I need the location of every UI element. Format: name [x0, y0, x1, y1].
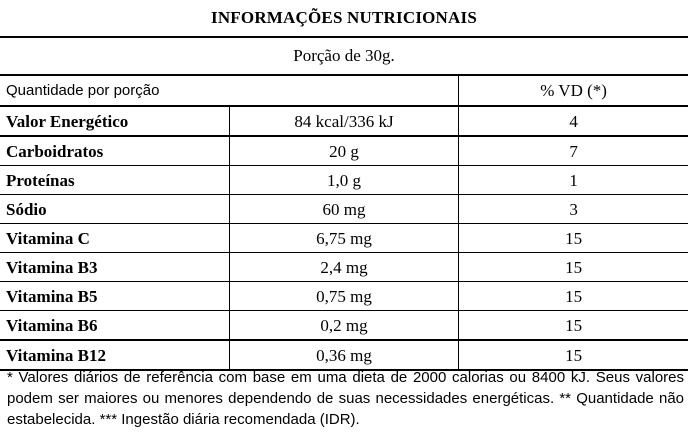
nutrient-name: Sódio [0, 195, 229, 224]
nutrient-vd: 7 [459, 136, 688, 166]
nutrient-amount: 60 mg [229, 195, 458, 224]
nutrient-amount: 0,75 mg [229, 282, 458, 311]
nutrient-vd: 15 [459, 282, 688, 311]
nutrient-name: Valor Energético [0, 106, 229, 136]
nutrient-name: Vitamina B12 [0, 340, 229, 370]
table-row [0, 282, 688, 311]
nutrient-name: Vitamina B6 [0, 311, 229, 341]
nutrient-amount: 20 g [229, 136, 458, 166]
nutrition-table [0, 76, 688, 371]
table-row [0, 166, 688, 195]
table-row [0, 106, 688, 136]
header-vd: % VD (*) [459, 76, 688, 106]
nutrient-amount: 1,0 g [229, 166, 458, 195]
table-title: INFORMAÇÕES NUTRICIONAIS [211, 8, 477, 27]
nutrient-name: Proteínas [0, 166, 229, 195]
table-row [0, 224, 688, 253]
table-row [0, 340, 688, 370]
nutrient-name: Carboidratos [0, 136, 229, 166]
nutrient-name: Vitamina C [0, 224, 229, 253]
table-row [0, 136, 688, 166]
nutrient-amount: 2,4 mg [229, 253, 458, 282]
nutrient-vd: 15 [459, 253, 688, 282]
nutrient-amount: 0,2 mg [229, 311, 458, 341]
nutrient-amount: 84 kcal/336 kJ [229, 106, 458, 136]
nutrient-vd: 4 [459, 106, 688, 136]
table-row [0, 311, 688, 341]
table-header-row [0, 76, 688, 106]
portion-size: Porção de 30g. [293, 46, 395, 65]
nutrient-vd: 15 [459, 224, 688, 253]
nutrient-vd: 3 [459, 195, 688, 224]
nutrient-amount: 0,36 mg [229, 340, 458, 370]
nutrient-name: Vitamina B3 [0, 253, 229, 282]
nutrient-vd: 15 [459, 311, 688, 341]
header-quantity: Quantidade por porção [0, 76, 459, 106]
table-row [0, 253, 688, 282]
footnote: * Valores diários de referência com base em uma dieta de 2000 calorias ou 8400 kJ. Seus valores podem ser maiores ou menores dependendo de suas necessidades energéticas. ** Quantidade não estabelecida. *** Ingestão diária recomendada (IDR). [7, 369, 684, 428]
nutrient-amount: 6,75 mg [229, 224, 458, 253]
nutrient-vd: 1 [459, 166, 688, 195]
table-row [0, 195, 688, 224]
nutrient-name: Vitamina B5 [0, 282, 229, 311]
nutrient-vd: 15 [459, 340, 688, 370]
